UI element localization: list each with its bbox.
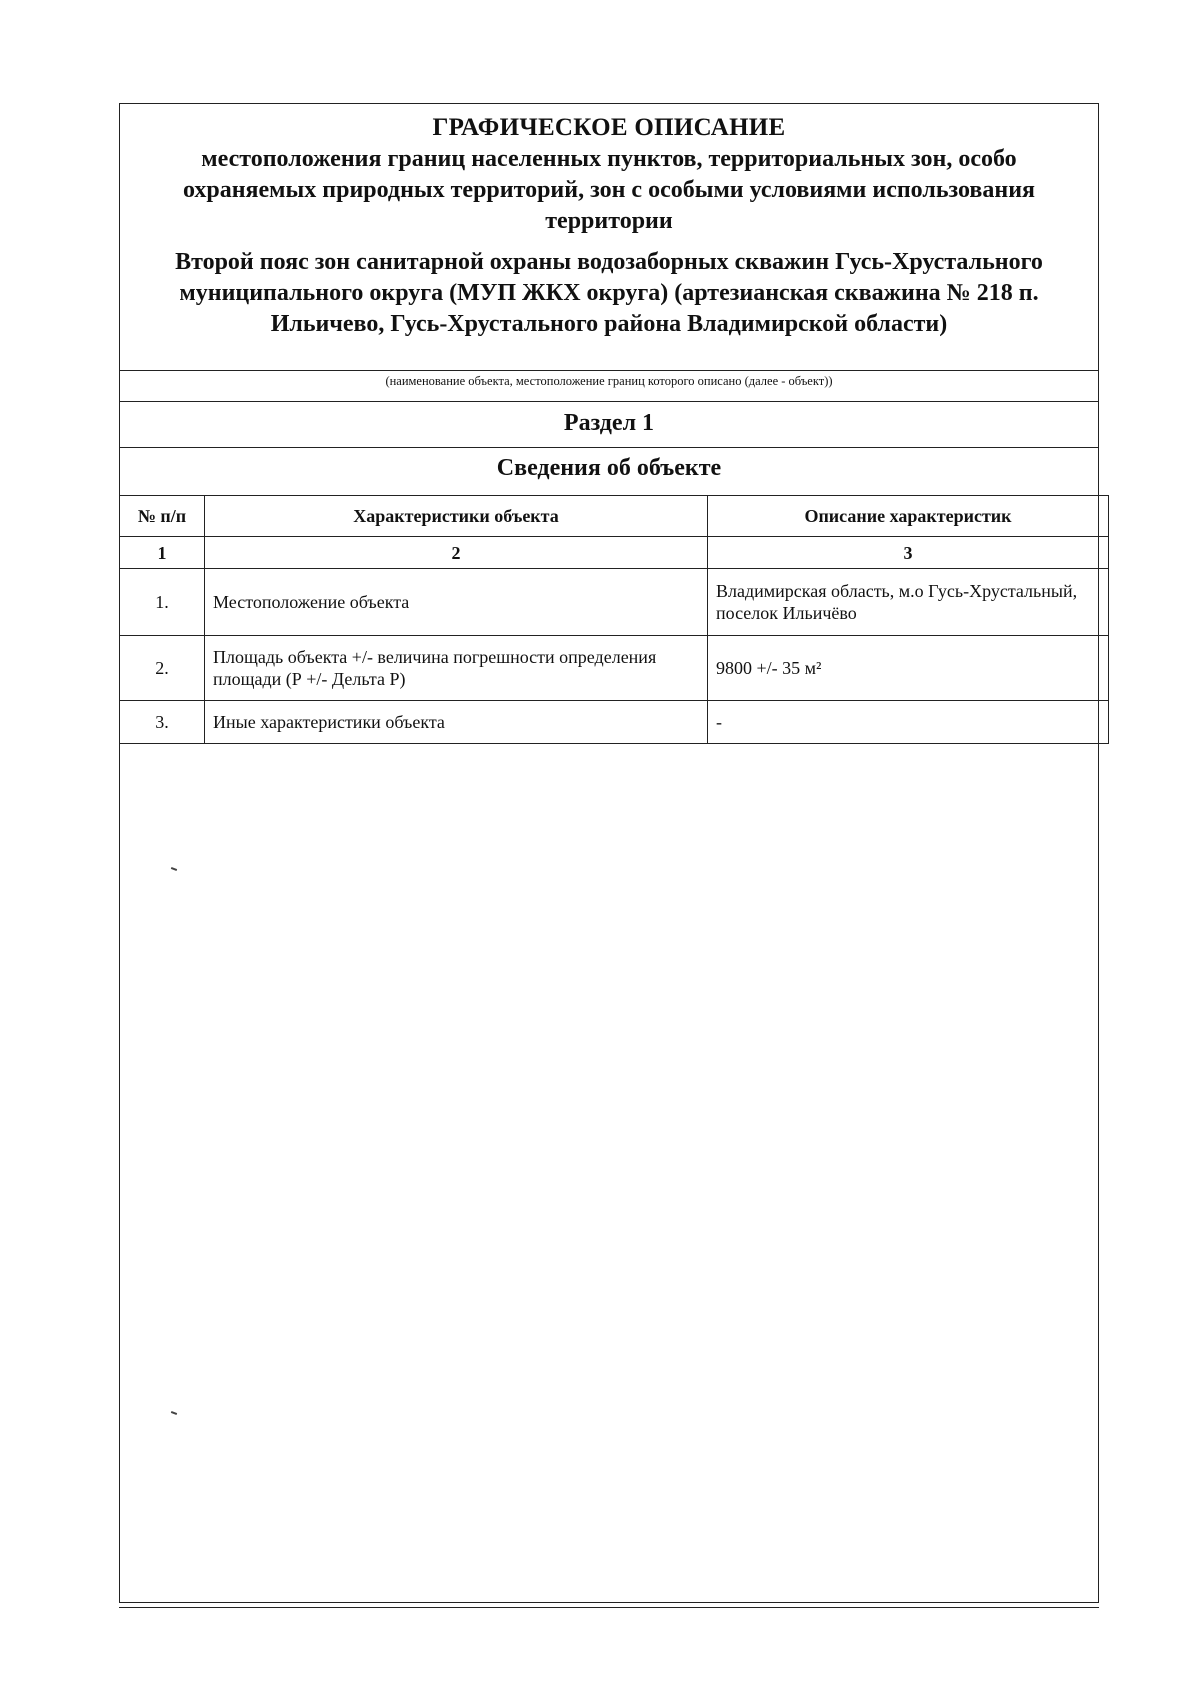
row-description: - — [708, 701, 1109, 744]
document-frame — [119, 103, 1099, 1603]
section-subtitle: Сведения об объекте — [496, 455, 722, 481]
row-characteristic: Местоположение объекта — [205, 569, 708, 636]
divider-line — [120, 370, 1098, 371]
table-row — [120, 569, 1109, 636]
column-header-number: № п/п — [120, 496, 205, 537]
row-number: 2. — [120, 636, 205, 701]
divider-line — [120, 447, 1098, 448]
table-column-numbers-row — [120, 537, 1109, 569]
object-caption: (наименование объекта, местоположение границ которого описано (далее - объект)) — [385, 374, 833, 388]
header-block — [120, 112, 1098, 340]
document-subtitle: местоположения границ населенных пунктов, территориальных зон, особо охраняемых природных территорий, зон с особыми условиями использования территории — [182, 146, 1036, 234]
table-row — [120, 636, 1109, 701]
row-number: 1. — [120, 569, 205, 636]
table-row — [120, 701, 1109, 744]
column-number: 3 — [708, 537, 1109, 569]
row-characteristic: Площадь объекта +/- величина погрешности определения площади (Р +/- Дельта Р) — [205, 636, 708, 701]
row-description: 9800 +/- 35 м² — [708, 636, 1109, 701]
section-title: Раздел 1 — [563, 410, 655, 436]
frame-double-line — [119, 1607, 1099, 1608]
column-number: 1 — [120, 537, 205, 569]
column-header-characteristic: Характеристики объекта — [205, 496, 708, 537]
column-header-description: Описание характеристик — [708, 496, 1109, 537]
object-info-table — [119, 495, 1109, 744]
object-name: Второй пояс зон санитарной охраны водозаборных скважин Гусь-Хрустального муниципального округа (МУП ЖКХ округа) (артезианская скважина № 218 п. Ильичево, Гусь-Хрустального района Владимирской области) — [175, 249, 1043, 337]
document-title: ГРАФИЧЕСКОЕ ОПИСАНИЕ — [432, 114, 786, 141]
divider-line — [120, 401, 1098, 402]
row-characteristic: Иные характеристики объекта — [205, 701, 708, 744]
row-description: Владимирская область, м.о Гусь-Хрустальный, поселок Ильичёво — [708, 569, 1109, 636]
row-number: 3. — [120, 701, 205, 744]
table-header-row — [120, 496, 1109, 537]
column-number: 2 — [205, 537, 708, 569]
